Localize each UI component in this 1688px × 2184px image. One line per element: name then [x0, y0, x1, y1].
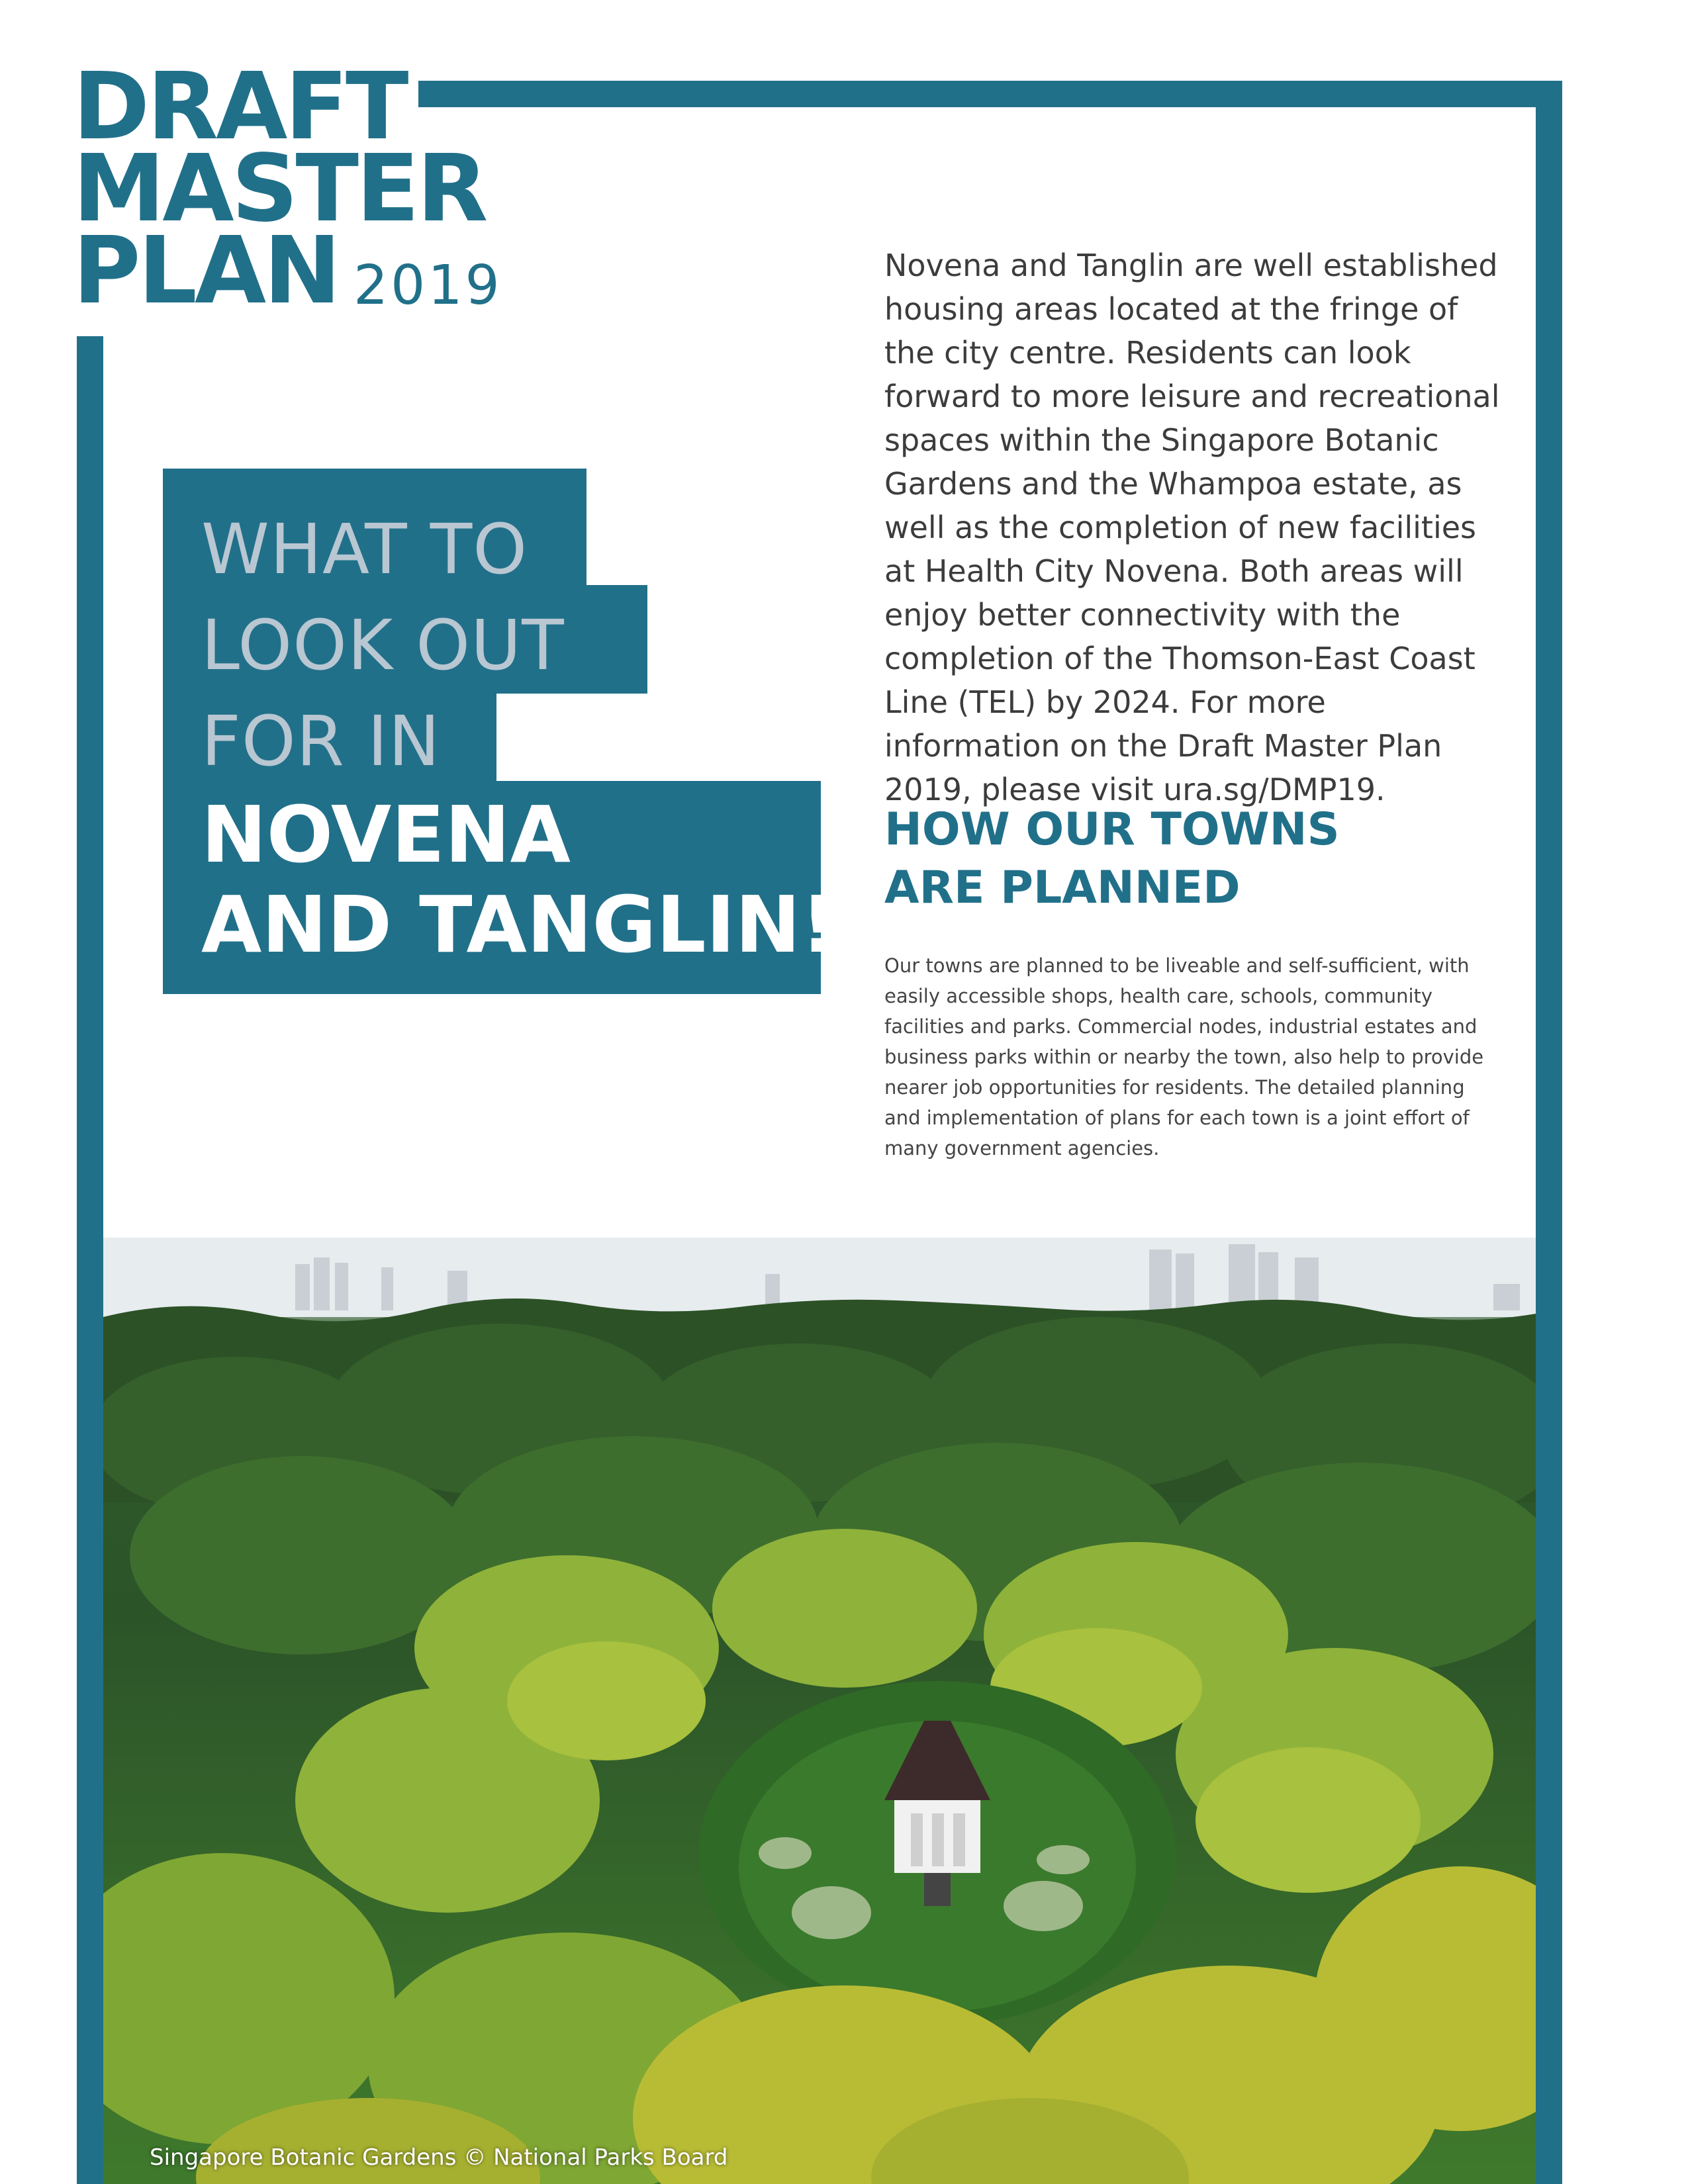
- section-title: [884, 801, 1340, 917]
- headline-line-look-out: LOOK OUT: [201, 605, 565, 686]
- photo-caption: Singapore Botanic Gardens © National Parks Board: [150, 2144, 728, 2171]
- draft-master-plan-logo: [73, 53, 502, 325]
- intro-paragraph: Novena and Tanglin are well established housing areas located at the fringe of the city centre. Residents can look forward to more leisure and recreational spaces within the Singapore Botanic Gardens and the Whampoa estate, as well as the completion of new facilities at Health City Novena. Both areas will enjoy better connectivity with the completion of the Thomson-East Coast Line (TEL) by 2024. For more information on the Draft Master Plan 2019, please visit ura.sg/DMP19.: [884, 248, 1500, 807]
- headline-line-and-tanglin: AND TANGLIN!: [201, 879, 837, 970]
- section-body: Our towns are planned to be liveable and self-sufficient, with easily accessible shops, health care, schools, community facilities and parks. Commercial nodes, industrial estates and business parks within or nearby the town, also help to provide nearer job opportunities for residents. The detailed planning and implementation of plans for each town is a joint effort of many government agencies.: [884, 954, 1484, 1160]
- logo-year: 2019: [353, 254, 502, 317]
- logo-line-master: MASTER: [73, 135, 486, 243]
- frame-left-bar: [77, 336, 103, 2184]
- frame-right-bar: [1536, 81, 1562, 2184]
- headline-line-novena: NOVENA: [201, 789, 571, 880]
- headline-line-for-in: FOR IN: [201, 701, 441, 782]
- logo-line-draft: DRAFT: [73, 53, 406, 161]
- logo-line-plan: PLAN: [73, 217, 339, 325]
- botanic-gardens-photo: [103, 1238, 1536, 2184]
- section-title-line-1: HOW OUR TOWNS: [884, 803, 1340, 856]
- section-title-line-2: ARE PLANNED: [884, 862, 1241, 914]
- headline: [201, 502, 836, 970]
- photo-illustration: [103, 1238, 1536, 2184]
- frame-top-bar: [418, 81, 1562, 107]
- headline-line-what-to: WHAT TO: [201, 509, 528, 590]
